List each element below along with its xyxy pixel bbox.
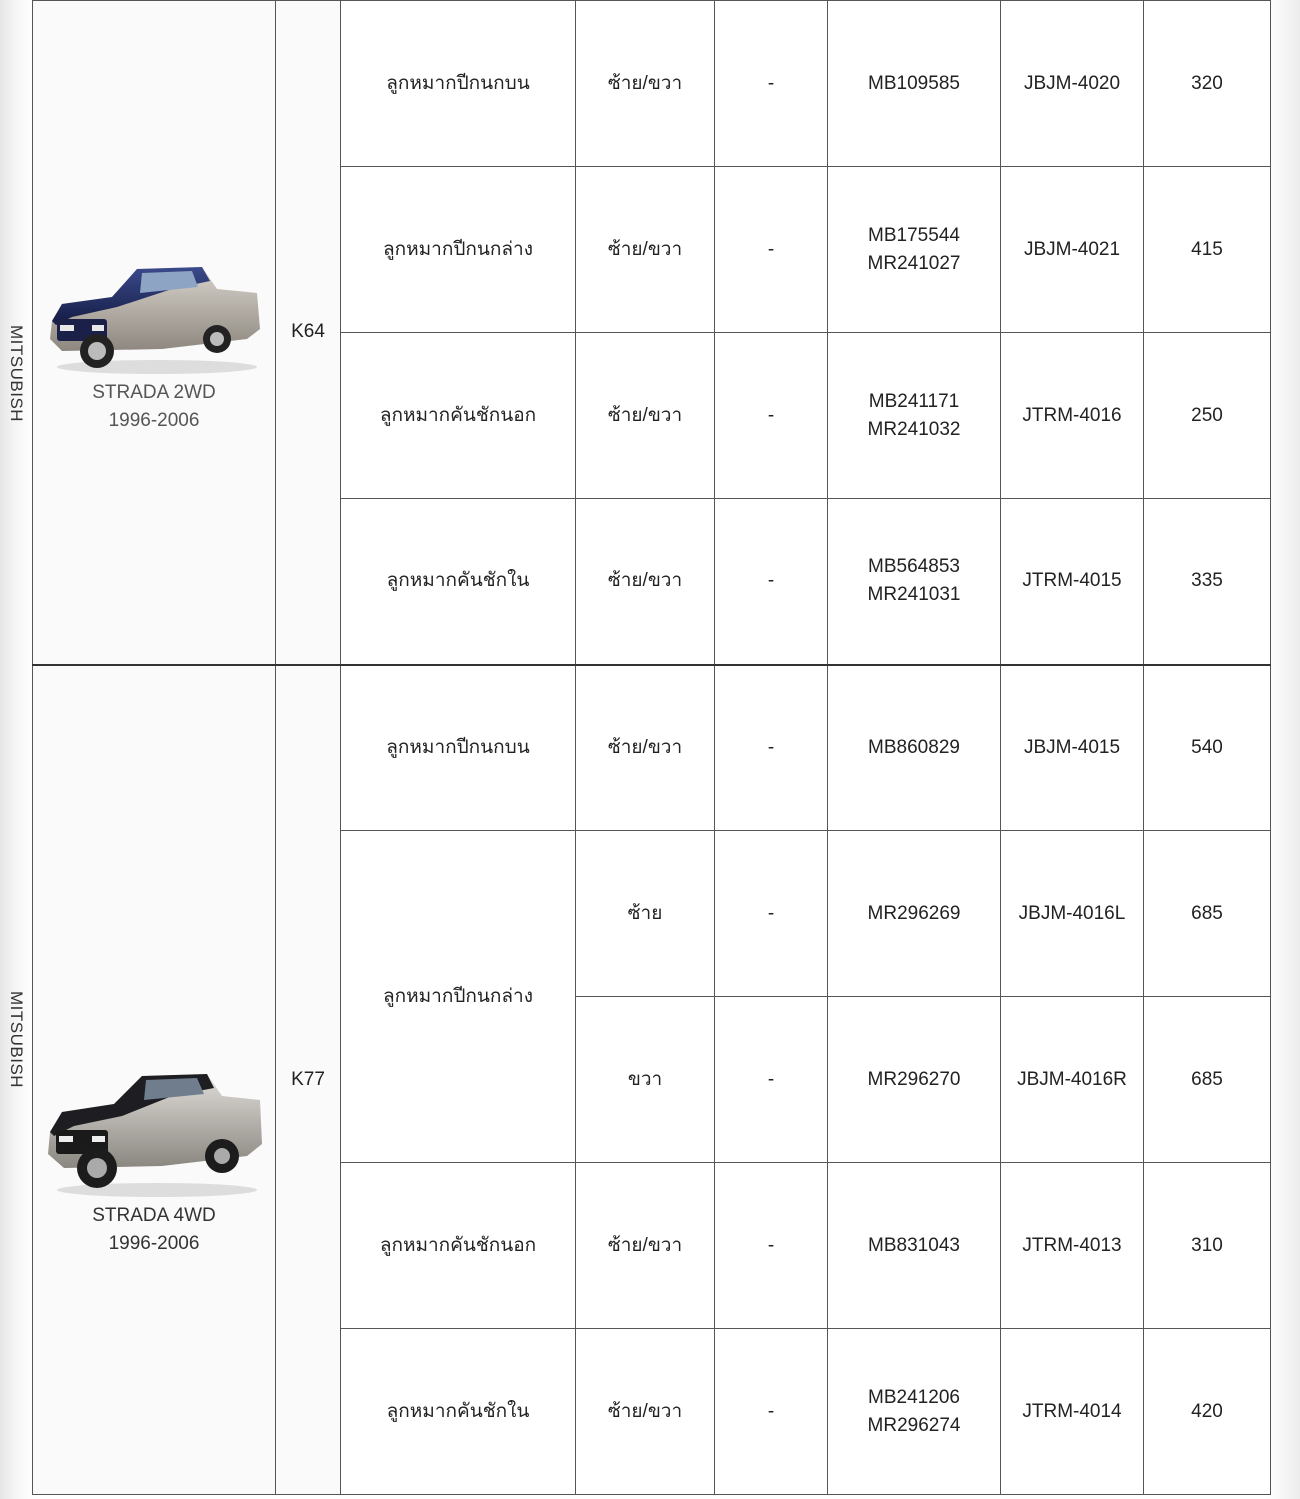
part-code: JBJM-4016L: [1001, 831, 1144, 997]
oem-numbers: [828, 997, 1001, 1163]
part-name: ลูกหมากปีกนกบน: [341, 665, 576, 831]
oem-number: MR296274: [867, 1414, 961, 1436]
pickup-truck-image: [42, 259, 267, 379]
oem-numbers: [828, 499, 1001, 665]
part-code: JBJM-4015: [1001, 665, 1144, 831]
oem-numbers: [828, 1163, 1001, 1329]
price: 420: [1144, 1329, 1271, 1495]
oem-numbers: [828, 831, 1001, 997]
dash: -: [715, 1, 828, 167]
oem-numbers: [828, 1, 1001, 167]
brand-label-text: MITSUBISH: [7, 324, 26, 423]
side: ซ้าย/ขวา: [576, 499, 715, 665]
price: 250: [1144, 333, 1271, 499]
side: ซ้าย/ขวา: [576, 1163, 715, 1329]
side: ซ้าย/ขวา: [576, 167, 715, 333]
price: 320: [1144, 1, 1271, 167]
oem-number: MB241171: [868, 390, 960, 412]
part-code: JBJM-4020: [1001, 1, 1144, 167]
part-name: ลูกหมากคันชักใน: [341, 499, 576, 665]
oem-numbers: [828, 665, 1001, 831]
price: 310: [1144, 1163, 1271, 1329]
oem-number: MB109585: [868, 72, 960, 94]
pickup-truck-image: [42, 1062, 267, 1202]
side: ขวา: [576, 997, 715, 1163]
price: 685: [1144, 997, 1271, 1163]
table-row: [33, 1, 1271, 167]
dash: -: [715, 333, 828, 499]
part-code: JTRM-4013: [1001, 1163, 1144, 1329]
oem-number: MB241206: [868, 1386, 960, 1408]
car-name: STRADA 4WD: [92, 1204, 216, 1226]
oem-number: MR241027: [867, 252, 961, 274]
oem-numbers: [828, 167, 1001, 333]
oem-number: MR296270: [867, 1068, 961, 1090]
car-years: 1996-2006: [108, 1232, 200, 1254]
oem-number: MB860829: [868, 736, 960, 758]
parts-table: [32, 0, 1271, 1495]
part-code: JTRM-4015: [1001, 499, 1144, 665]
part-name: ลูกหมากคันชักใน: [341, 1329, 576, 1495]
side: ซ้าย/ขวา: [576, 333, 715, 499]
oem-numbers: [828, 333, 1001, 499]
side: ซ้าย/ขวา: [576, 1329, 715, 1495]
part-code: JBJM-4016R: [1001, 997, 1144, 1163]
oem-number: MB564853: [868, 556, 960, 578]
part-name: ลูกหมากคันชักนอก: [341, 1163, 576, 1329]
part-name: ลูกหมากปีกนกล่าง: [341, 167, 576, 333]
dash: -: [715, 665, 828, 831]
oem-number: MB831043: [868, 1234, 960, 1256]
oem-number: MB175544: [868, 224, 960, 246]
oem-number: MR241032: [867, 418, 961, 440]
oem-numbers: [828, 1329, 1001, 1495]
price: 415: [1144, 167, 1271, 333]
table-row: [33, 665, 1271, 831]
oem-number: MR241031: [867, 584, 961, 606]
car-name: STRADA 2WD: [92, 382, 216, 404]
part-name: ลูกหมากปีกนกล่าง: [341, 831, 576, 1163]
car-model-cell: [33, 1, 276, 665]
dash: -: [715, 499, 828, 665]
part-code: JTRM-4014: [1001, 1329, 1144, 1495]
dash: -: [715, 1163, 828, 1329]
chassis-code: K64: [276, 1, 341, 665]
part-name: ลูกหมากปีกนกบน: [341, 1, 576, 167]
dash: -: [715, 997, 828, 1163]
price: 685: [1144, 831, 1271, 997]
dash: -: [715, 167, 828, 333]
side: ซ้าย/ขวา: [576, 665, 715, 831]
brand-label-text: MITSUBISH: [7, 990, 26, 1089]
part-code: JTRM-4016: [1001, 333, 1144, 499]
oem-number: MR296269: [867, 902, 961, 924]
price: 540: [1144, 665, 1271, 831]
car-model-cell: [33, 665, 276, 1495]
dash: -: [715, 831, 828, 997]
part-name: ลูกหมากคันชักนอก: [341, 333, 576, 499]
brand-label-2: [0, 666, 32, 1413]
chassis-code: K77: [276, 665, 341, 1495]
dash: -: [715, 1329, 828, 1495]
side: ซ้าย/ขวา: [576, 1, 715, 167]
side: ซ้าย: [576, 831, 715, 997]
car-years: 1996-2006: [108, 410, 200, 432]
brand-label-1: [0, 0, 32, 747]
part-code: JBJM-4021: [1001, 167, 1144, 333]
price: 335: [1144, 499, 1271, 665]
